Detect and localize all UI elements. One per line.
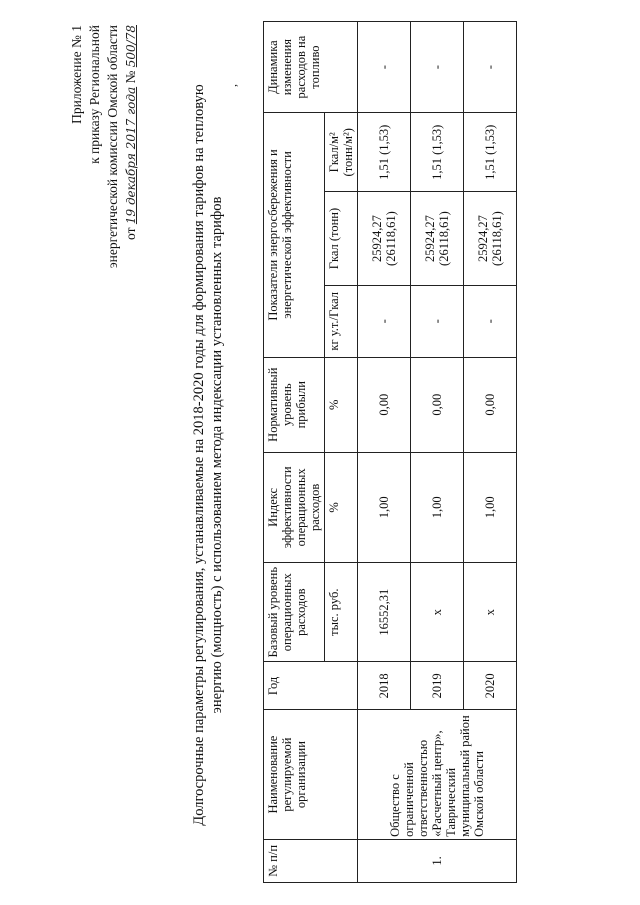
cell-dynamics: - [464,22,517,113]
col-year-header: Год [264,662,358,710]
cell-e2: 25924,27 (26118,61) [411,192,464,286]
unit-e2: Гкал (тонн) [325,192,358,286]
col-profit-header: Нормативный уровень прибыли [264,357,325,452]
cell-e3: 1,51 (1,53) [358,113,411,192]
col-index-header: Индекс эффективности операционных расходов [264,452,325,562]
cell-base: 16552,31 [358,563,411,662]
cell-index: 1,00 [358,452,411,562]
handwritten-date: 19 декабря 2017 года [124,86,138,225]
cell-year: 2019 [411,662,464,710]
cell-dynamics: - [358,22,411,113]
unit-e3: Гкал/м² (тонн/м²) [325,113,358,192]
annex-commission: энергетической комиссии Омской области [105,25,120,269]
col-num-header: № п/п [264,839,358,882]
cell-year: 2018 [358,662,411,710]
cell-e2: 25924,27 (26118,61) [358,192,411,286]
cell-index: 1,00 [464,452,517,562]
cell-e1: - [464,285,517,357]
handwritten-number: 500/78 [124,25,138,68]
cell-profit: 0,00 [411,357,464,452]
cell-e3: 1,51 (1,53) [411,113,464,192]
parameters-table [263,21,517,883]
annex-title: Приложение № 1 [69,25,84,124]
cell-e3: 1,51 (1,53) [464,113,517,192]
table-row [358,22,411,883]
cell-base: х [411,563,464,662]
unit-profit: % [325,357,358,452]
col-base-header: Базовый уровень операционных расходов [264,563,325,662]
row-number: 1. [358,839,517,882]
annex-block [68,25,140,345]
col-dynamics-header: Динамика изменения расходов на топливо [264,22,358,113]
unit-index: % [325,452,358,562]
cell-profit: 0,00 [358,357,411,452]
unit-e1: кг у.т./Гкал [325,285,358,357]
cell-e1: - [358,285,411,357]
comma-mark: , [225,84,239,87]
cell-e2: 25924,27 (26118,61) [464,192,517,286]
annex-date-line: от 19 декабря 2017 года № 500/78 [123,25,138,240]
annex-order-ref: к приказу Региональной [87,25,102,164]
cell-year: 2020 [464,662,517,710]
document-title: Долгосрочные параметры регулирования, устанавливаемые на 2018-2020 годы для формирования тарифов на тепловую энергию (мощность) с использованием метода индексации установленных тарифов [191,84,225,826]
organization-name: Общество с ограниченной ответственностью «Расчетный центр», Таврический муниципальный район Омской области [358,710,517,839]
cell-dynamics: - [411,22,464,113]
col-org-header: Наименование регулируемой организации [264,710,358,839]
header-row [264,22,325,883]
cell-base: х [464,563,517,662]
cell-index: 1,00 [411,452,464,562]
cell-profit: 0,00 [464,357,517,452]
unit-base: тыс. руб. [325,563,358,662]
col-energy-header: Показатели энергосбережения и энергетической эффективности [264,113,325,358]
cell-e1: - [411,285,464,357]
